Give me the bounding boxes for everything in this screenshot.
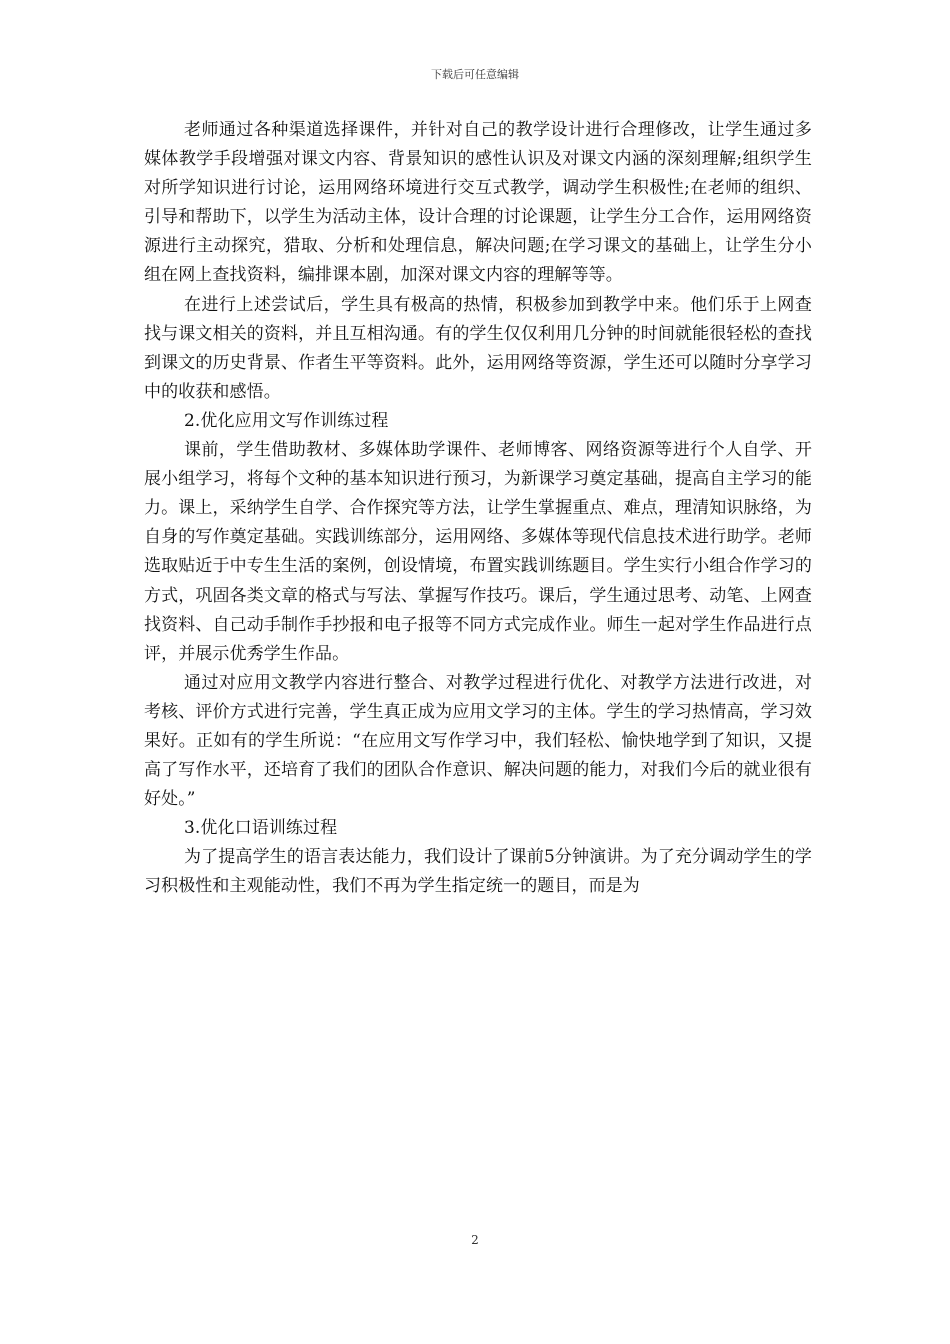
paragraph-oral-training: 为了提高学生的语言表达能力，我们设计了课前5分钟演讲。为了充分调动学生的学习积极性和主观能动性，我们不再为学生指定统一的题目，而是为 <box>144 847 812 897</box>
page-number: 2 <box>471 1233 479 1247</box>
page-header: 下载后可任意编辑 <box>431 68 519 81</box>
paragraph-writing-results: 通过对应用文教学内容进行整合、对教学过程进行优化、对教学方法进行改进，对考核、评价方式进行完善，学生真正成为应用文学习的主体。学生的学习热情高，学习效果好。正如有的学生所说：“在应用文写作学习中，我们轻松、愉快地学到了知识，又提高了写作水平，还培育了我们的团队合作意识、解决问题的能力，对我们今后的就业很有好处。” <box>144 672 812 810</box>
document-body <box>144 116 812 902</box>
section-heading-oral: 3.优化口语训练过程 <box>184 818 338 839</box>
paragraph-writing-process: 课前，学生借助教材、多媒体助学课件、老师博客、网络资源等进行个人自学、开展小组学习，将每个文种的基本知识进行预习，为新课学习奠定基础，提高自主学习的能力。课上，采纳学生自学、合作探究等方法，让学生掌握重点、难点，理清知识脉络，为自身的写作奠定基础。实践训练部分，运用网络、多媒体等现代信息技术进行助学。老师选取贴近于中专生生活的案例，创设情境，布置实践训练题目。学生实行小组合作学习的方式，巩固各类文章的格式与写法、掌握写作技巧。课后，学生通过思考、动笔、上网查找资料、自己动手制作手抄报和电子报等不同方式完成作业。师生一起对学生作品进行点评，并展示优秀学生作品。 <box>144 440 812 664</box>
paragraph-courseware: 老师通过各种渠道选择课件，并针对自己的教学设计进行合理修改，让学生通过多媒体教学手段增强对课文内容、背景知识的感性认识及对课文内涵的深刻理解;组织学生对所学知识进行讨论，运用网络环境进行交互式教学，调动学生积极性;在老师的组织、引导和帮助下，以学生为活动主体，设计合理的讨论课题，让学生分工合作，运用网络资源进行主动探究，猎取、分析和处理信息，解决问题;在学习课文的基础上，让学生分小组在网上查找资料，编排课本剧，加深对课文内容的理解等等。 <box>144 120 812 286</box>
paragraph-student-enthusiasm: 在进行上述尝试后，学生具有极高的热情，积极参加到教学中来。他们乐于上网查找与课文相关的资料，并且互相沟通。有的学生仅仅利用几分钟的时间就能很轻松的查找到课文的历史背景、作者生平等资料。此外，运用网络等资源，学生还可以随时分享学习中的收获和感悟。 <box>144 294 812 402</box>
section-heading-writing: 2.优化应用文写作训练过程 <box>184 410 389 431</box>
